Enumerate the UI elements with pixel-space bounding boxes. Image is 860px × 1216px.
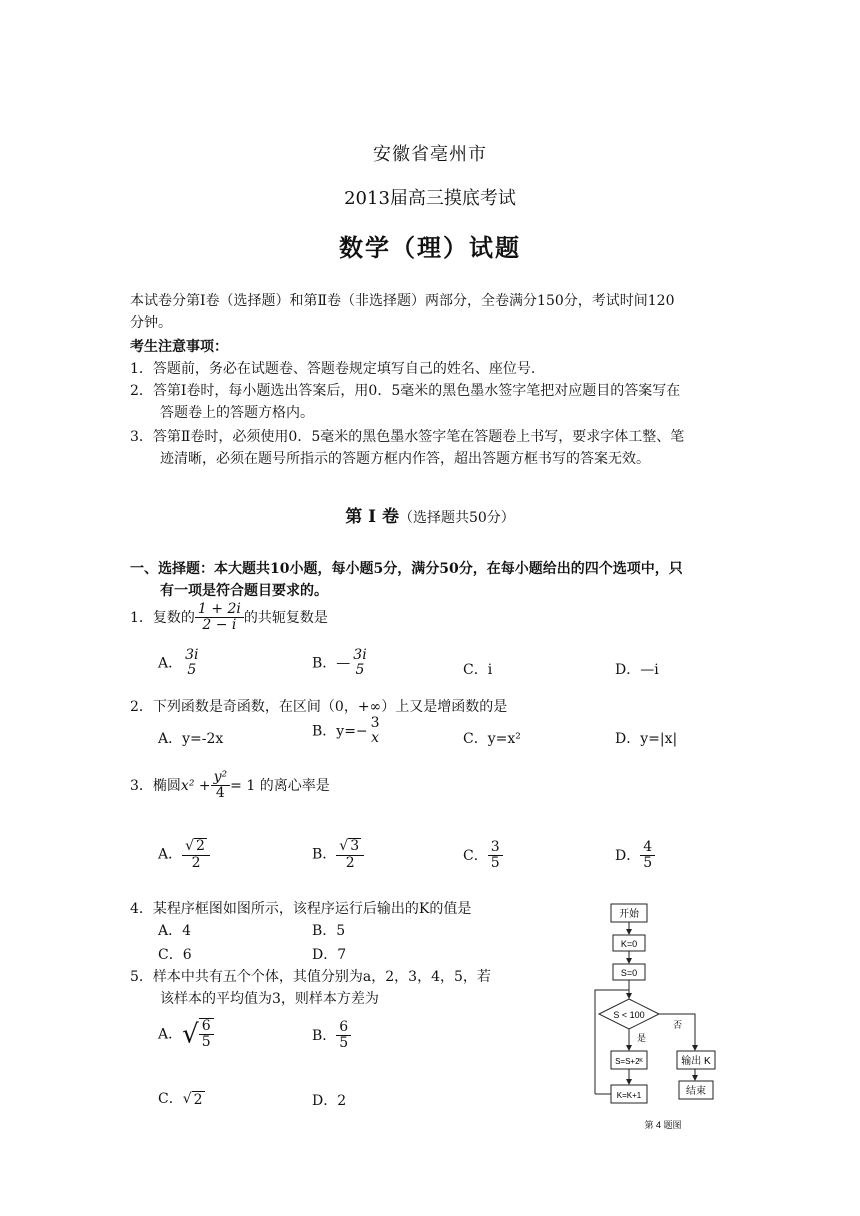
section-subtitle: （选择题共50分） (398, 510, 515, 526)
q5-c-radicand: 2 (193, 1091, 203, 1108)
school-name: 安徽省亳州市 (373, 144, 487, 165)
q3-option-c (463, 840, 503, 872)
notice-3: 3．答第Ⅱ卷时，必须使用0．5毫米的黑色墨水签字笔在答题卷上书写，要求字体工整、笔 (130, 429, 685, 445)
q3-d-num: 4 (640, 840, 655, 856)
q5-a-fraction (199, 1018, 214, 1051)
q2-option-c: C．y=x² (463, 731, 521, 747)
q2-option-a: A．y=-2x (158, 731, 224, 747)
q5-b-den: 5 (339, 1035, 349, 1052)
q1-b-den: 5 (355, 662, 365, 679)
flow-s-init-label: S=0 (620, 968, 638, 978)
q1-a-fraction (182, 648, 201, 679)
q3-b-num: √ 3 (336, 838, 364, 856)
q1-option-d: D．—i (615, 662, 659, 678)
q1-option-c: C．i (463, 662, 493, 678)
q2-b-den: x (371, 730, 380, 747)
flow-condition-label: S < 100 (613, 1010, 645, 1020)
q3-b-den: 2 (345, 854, 355, 871)
q2-b-num: 3 (370, 715, 380, 731)
q5-option-b (312, 1020, 351, 1052)
q3-x-squared: x² + (180, 777, 211, 794)
q3-d-fraction (640, 840, 655, 872)
q1-a-den: 5 (187, 662, 197, 679)
q3-stem-post: = 1 的离心率是 (230, 777, 330, 794)
notice-2: 2．答第Ⅰ卷时，每小题选出答案后，用0．5毫米的黑色墨水签字笔把对应题目的答案写在 (130, 383, 681, 399)
q3-fraction (211, 770, 231, 802)
q4-option-c: C．6 (158, 947, 192, 963)
question-4: 4．某程序框图如图所示，该程序运行后输出的K的值是 (130, 901, 472, 917)
q3-a-den: 2 (191, 854, 201, 871)
q2-option-d: D．y=|x| (615, 731, 678, 747)
q3-option-a (158, 838, 210, 871)
q3-a-radicand: 2 (196, 838, 205, 854)
flowchart-figure (585, 898, 735, 1138)
q5-option-d: D．2 (312, 1093, 347, 1109)
intro-text-cont: 分钟。 (130, 315, 172, 331)
question-5: 5．样本中共有五个个体，其值分别为a，2，3，4，5，若 (130, 969, 491, 985)
q5-b-num: 6 (336, 1020, 351, 1036)
q3-a-num: √ 2 (182, 838, 210, 856)
q3-denominator: 4 (215, 785, 225, 802)
q3-b-label: B． (312, 846, 337, 863)
q1-b-fraction (350, 648, 369, 679)
flow-caption: 第 4 题图 (644, 1120, 682, 1130)
q1-stem-post: 的共轭复数是 (243, 609, 328, 626)
section-label: 第 Ⅰ 卷 (345, 507, 399, 527)
q1-a-label: A． (158, 655, 183, 672)
q1-numerator: 1 + 2i (195, 602, 244, 618)
intro-text: 本试卷分第Ⅰ卷（选择题）和第Ⅱ卷（非选择题）两部分，全卷满分150分，考试时间120 (130, 293, 675, 309)
question-5-cont: 该样本的平均值为3，则样本方差为 (160, 991, 379, 1007)
part-heading: 一、选择题：本大题共10小题，每小题5分，满分50分，在每小题给出的四个选项中，只 (130, 561, 683, 577)
section-title (0, 502, 860, 527)
question-3 (130, 770, 330, 802)
flow-output-label: 输出 K (681, 1056, 711, 1067)
q3-a-label: A． (158, 846, 183, 863)
q3-numerator: y² (211, 770, 231, 786)
q2-b-fraction (368, 716, 383, 747)
q1-denominator: 2 − i (202, 617, 237, 634)
q3-b-fraction (336, 838, 364, 871)
q1-option-a (158, 648, 202, 679)
q3-b-radicand: 3 (350, 838, 360, 854)
q4-option-d: D．7 (312, 947, 347, 963)
flow-k-init-label: K=0 (620, 939, 638, 949)
notice-title: 考生注意事项： (130, 339, 228, 355)
q5-option-c: C．√ 2 (158, 1091, 203, 1108)
q2-b-label: B．y=− (312, 723, 368, 740)
q3-a-fraction (182, 838, 210, 871)
q1-option-b (312, 648, 370, 679)
q1-a-num: 3i (185, 647, 199, 663)
q3-d-label: D． (615, 847, 641, 864)
q5-option-a: A．√ $\frac{6}{5}$ (158, 1018, 214, 1051)
q3-option-b (312, 838, 364, 871)
flow-start-label: 开始 (619, 909, 639, 920)
q5-a-den: 5 (201, 1034, 211, 1051)
flow-no-label: 否 (673, 1020, 683, 1030)
q3-c-num: 3 (488, 840, 503, 856)
q5-a-num: 6 (199, 1019, 214, 1035)
flow-update-k-label: K=K+1 (616, 1091, 642, 1100)
question-2: 2．下列函数是奇函数，在区间（0，+∞）上又是增函数的是 (130, 699, 508, 715)
notice-1: 1．答题前，务必在试题卷、答题卷规定填写自己的姓名、座位号. (130, 361, 536, 377)
exam-name: 2013届高三摸底考试 (344, 188, 516, 209)
notice-2-cont: 答题卷上的答题方格内。 (160, 405, 314, 421)
question-1 (130, 602, 328, 634)
flow-end-label: 结束 (686, 1086, 706, 1097)
q5-a-label: A． (158, 1026, 183, 1043)
q5-c-label: C． (158, 1091, 183, 1107)
part-heading-cont: 有一项是符合题目要求的。 (160, 583, 328, 599)
q1-fraction (195, 602, 244, 634)
q3-option-d (615, 840, 655, 872)
q1-b-num: 3i (353, 647, 367, 663)
q3-c-label: C． (463, 847, 488, 864)
flow-yes-label: 是 (637, 1033, 647, 1043)
notice-3-cont: 迹清晰，必须在题号所指示的答题方框内作答，超出答题方框书写的答案无效。 (160, 451, 650, 467)
q5-b-fraction (336, 1020, 351, 1052)
q2-option-b (312, 716, 383, 747)
q3-d-den: 5 (643, 855, 653, 872)
q3-stem-pre: 3．椭圆 (130, 777, 181, 794)
q3-c-den: 5 (490, 855, 500, 872)
q4-option-b: B．5 (312, 923, 346, 939)
page-title: 数学（理）试题 (339, 233, 521, 262)
q1-b-label: B．— (312, 655, 351, 672)
q4-option-a: A．4 (158, 923, 192, 939)
flow-update-s-label: S=S+2ᴷ (615, 1057, 643, 1066)
q1-stem-pre: 1．复数的 (130, 609, 195, 626)
q5-b-label: B． (312, 1027, 337, 1044)
q3-c-fraction (488, 840, 503, 872)
